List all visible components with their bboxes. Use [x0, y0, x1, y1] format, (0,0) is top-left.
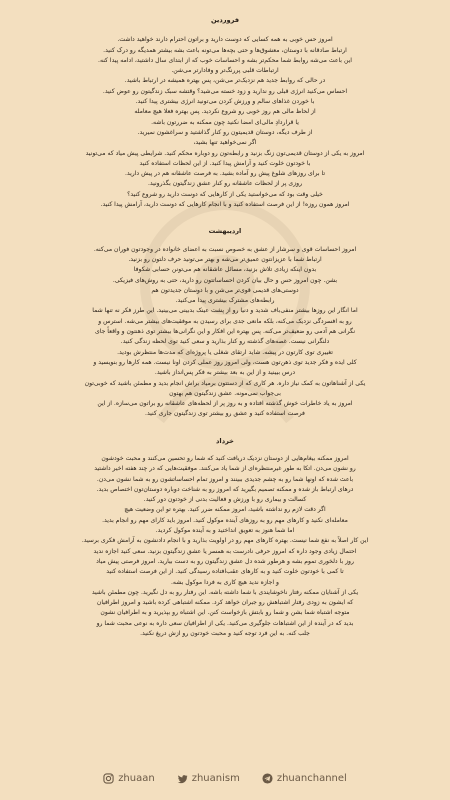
section-body: [16, 455, 434, 638]
section-heading: خرداد: [216, 436, 234, 445]
horoscope-content: [16, 12, 434, 757]
paragraph-line: اما شما هنوز به تعویق انداختید و به آینده موکول کردید.: [155, 527, 295, 535]
paragraph-line: بدون اینکه زیادی تلاش بزنید، مسائل عاشقانه هم می‌تونن حسابی شکوفا: [133, 266, 317, 274]
paragraph-line: با خوردن غذاهای سالم و ورزش کردن می‌تونید انرژی بیشتری پیدا کنید.: [135, 98, 315, 106]
section-heading: اردیبهشت: [208, 227, 242, 236]
paragraph-line: باعث شده که اونها شما رو به چشم جدیدی ببینند و امروز تمام احساساتشون رو به شما نشون می‌دن.: [96, 475, 354, 483]
paragraph-line: و اجازه ندید هیچ کاری به فردا موکول بشه.: [170, 578, 279, 586]
paragraph-line: کسالت و بیماری رو با ورزش و فعالیت بدنی از خودتون دور کنید.: [143, 496, 307, 504]
paragraph-line: کلی ایده و فکر جدید توی ذهن‌تون هست، ولی امروز روز عملی کردن اونا نیست. همه کارها رو بنویسید و: [93, 358, 357, 366]
paragraph-line: رو نشون می‌دن. اتکا به طور غیرمنتظره‌ای از شما یاد می‌کنند. موفقیت‌هایی که در چند هفته اخیر داشتید: [94, 465, 356, 473]
paragraph-line: یا قراردادِ مالی‌ای امضا نکنید چون ممکنه به ضررتون باشه.: [151, 118, 299, 126]
paragraph-line: دلنگرانی نیست. غصه‌های گذشته رو کنار بذارید و سعی کنید توی لحظه زندگی کنید.: [120, 338, 330, 346]
paragraph-line: از طرف دیگه، دوستان قدیمیتون رو کنار گذاشتید و سراغشون نمیرید.: [137, 128, 313, 136]
paragraph-line: امروز همون روزه! از این فرصت استفاده کنید و با انجام کارهایی که دوست دارید، آرامش پیدا کنید.: [100, 201, 350, 209]
paragraph-line: درهای ارتباط باز شده و ممکنه تصمیم بگیرید که امروز رو به شناخت دوباره دوستان‌تون اختصاص بدید.: [96, 485, 354, 493]
twitter-link[interactable]: [177, 773, 240, 784]
paragraph-line: رو به افسردگی نزدیک می‌کنه، بلکه مانعی جدی برای رسیدن به موفقیت‌های بیشتر می‌شه. استرس و: [98, 317, 352, 325]
section-body: [16, 246, 434, 419]
paragraph-line: بی‌جواب نمی‌مونه. عشق زندگیتون هم بهتون: [169, 389, 281, 397]
paragraph-line: متوجه اشتباه شما بشن و شما رو بابتش بازخواست کنن. این اشتباه رو بپذیرید و به اطرافیان نشون: [100, 609, 350, 617]
paragraph-line: اما انگار این روزها بیشتر منفی‌باف شدید و دنیا رو از پشت عینک بدبینی می‌بینید. این طرز فکر نه تنها شما: [92, 307, 358, 315]
paragraph-line: امروز ممکنه بیغام‌هایی از دوستان نزدیک دریافت کنید که شما رو تحسین می‌کنند و محبت خودشون: [101, 454, 349, 462]
section-heading: فروردین: [210, 16, 240, 24]
section-khordad: [16, 437, 434, 639]
paragraph-line: خیلی وقت بود که می‌خواستید یکی از کارهایی که دوست دارید رو شروع کنید؟: [127, 190, 323, 198]
paragraph-line: ارتباط صادقانه با دوستان، معشوق‌ها و حتی بچه‌ها می‌تونه باعث بشه بیشتر همدیگه رو درک کنید.: [103, 46, 347, 54]
paragraph-line: روز با دلخوری تموم بشه و هرطور شده دل عشق زندگیتون رو به دست بیارید. امروز فرصتی پیش میاد: [96, 557, 354, 565]
paragraph-line: از لحاظ مالی هم روز خوبی رو شروع نکردید. پس بهتره فعلا هیچ معامله: [134, 108, 316, 116]
telegram-icon: [262, 773, 273, 784]
paragraph-line: امروز احساسات قوی و سرشار از عشق به خصوص نسبت به اعضای خانواده در وجودتون فوران می‌کنه.: [93, 245, 357, 253]
paragraph-line: احساس می‌کنید انرژی قبلی رو ندارید و زود خسته می‌شید؟ وقتشه سبک زندگیتون رو عوض کنید.: [102, 87, 348, 95]
paragraph-line: دوستی‌های قدیمی قوی‌تر می‌شن و با دوستان جدیدتون هم: [151, 286, 299, 294]
instagram-handle: zhuaan: [118, 772, 155, 784]
paragraph-line: این باعث می‌شه روابط شما محکم‌تر بشه و احساسات خوب که از ابتدای سال داشتید، ادامه پیدا کنه.: [98, 56, 352, 64]
instagram-icon: [103, 773, 114, 784]
paragraph-line: تا برای روزهای شلوغ پیش رو آماده بشید. به فرصت عاشقانه هم در پیش دارید.: [124, 170, 326, 178]
paragraph-line: ارتباطات قلبی پررنگ‌تر و وفادارتر می‌شن.: [171, 67, 279, 75]
paragraph-line: امروز به یاد خاطرات خوش گذشته افتاده و به روز پر از لحظه‌های عاشقانه رو براتون می‌سازه. از این: [97, 400, 353, 408]
section-ordibehesht: [16, 227, 434, 418]
paragraph-line: این کار اصلاً به نفع شما نیست. بهتره کارهای مهم رو در اولویت بذارید و با انجام دادنشون به آرامش فکری برسید.: [81, 537, 369, 545]
paragraph-line: اگر دقت لازم رو نداشته باشید، امروز ممکنه ضرر کنید. بهتره تو این وضعیت هیچ: [124, 506, 326, 514]
paragraph-line: بشن. چون امروز حس و حال بیان کردن احساساتتون رو دارید، حتی به روش‌های فیزیکی.: [112, 276, 338, 284]
paragraph-line: امروز حس خوبی به همه کسایی که دوست دارید و براتون احترام دارند خواهید داشت.: [117, 36, 333, 44]
spacer: [16, 421, 434, 429]
paragraph-line: در حالی که روابط جدید هم نزدیک‌تر می‌شن، پس بهتره همیشه در ارتباط باشید.: [124, 77, 326, 85]
paragraph-line: تا کمی با خودتون خلوت کنید و به کارهای عقب‌افتاده رسیدگی کنید. از این فرصت استفاده کنید: [106, 568, 344, 576]
paragraph-line: معامله‌ای نکنید و کارهای مهم رو به روزهای آینده موکول کنید. امروز باید کارای مهم رو انجام بدید.: [102, 516, 348, 524]
paragraph-line: با خودتون خلوت کنید و آرامش پیدا کنید. از این لحظات استفاده کنید: [139, 159, 311, 167]
paragraph-line: درس بیینید و از این به بعد بیشتر به فکر پس‌انداز باشید.: [154, 369, 296, 377]
paragraph-line: امروز به یکی از دوستان قدیمی‌تون زنگ بزنید و رابطه‌تون رو دوباره محکم کنید. شرایطی پیش میاد که می‌تونید: [85, 149, 365, 157]
paragraph-line: نگرانی هم آدمی رو ضعیف‌تر می‌کنه. پس بهتره این افکار و این نگرانی‌ها بیشتر توی ذهنتون و واقعاً جای: [94, 328, 356, 336]
telegram-link[interactable]: [262, 773, 347, 784]
paragraph-line: رابطه‌های مشترک بیشتری پیدا می‌کنید.: [175, 297, 275, 305]
section-body: [16, 36, 434, 209]
social-footer: [0, 768, 450, 788]
twitter-icon: [177, 773, 188, 784]
twitter-handle: zhuanism: [191, 772, 240, 784]
paragraph-line: ارتباط شما با عزیزانتون عمیق‌تر می‌شه و بهتر می‌تونید حرف دلتون رو بزنید.: [128, 255, 322, 263]
section-farvardin: [16, 16, 434, 209]
paragraph-line: تغییری توی کارتون در پیشه. شاید ارتقای شغلی یا پروژه‌ای که مدت‌ها منتظرش بودید.: [117, 348, 333, 356]
paragraph-line: بدید که در آینده از این اشتباهات جلوگیری می‌کنید. یکی از اطرافیان سعی داره به نوعی محبت شما رو: [96, 619, 354, 627]
paragraph-line: که ایشون به زودی رفتار اشتباهش رو جبران خواهد کرد. ممکنه اشتباهی کرده باشید و امروز اطرافیان: [96, 599, 354, 607]
spacer: [16, 211, 434, 219]
paragraph-line: جلب کنه. به این فرد توجه کنید و محبت خودتون رو ازش دریغ نکنید.: [140, 630, 310, 638]
paragraph-line: احتمال زیادی وجود داره که امروز حرفی نادرست به همسر یا عشق زندگیتون بزنید. سعی کنید اجازه ندید: [93, 547, 357, 555]
telegram-handle: zhuanchannel: [276, 772, 347, 784]
instagram-link[interactable]: [103, 773, 155, 784]
paragraph-line: فرصت استفاده کنید و عشق رو بیشتر توی زندگیتون جاری کنید.: [145, 410, 305, 418]
paragraph-line: یکی از آشنایان ممکنه رفتار ناخوشایندی با شما داشته باشه. این رفتار رو به دل نگیرید. چون مطمئن باشید: [91, 588, 359, 596]
paragraph-line: یکی از آشناهاتون به کمک نیاز داره. هر کاری که از دستتون برمیاد براش انجام بدید و مطمئن باشید که خوبی‌تون: [84, 379, 366, 387]
paragraph-line: روزی پر از لحظات عاشقانه رو کنار عشق زندگیتون بگذرونید.: [147, 180, 303, 188]
paragraph-line: اگر نمی‌خواهید تنها بشید،: [193, 139, 257, 147]
